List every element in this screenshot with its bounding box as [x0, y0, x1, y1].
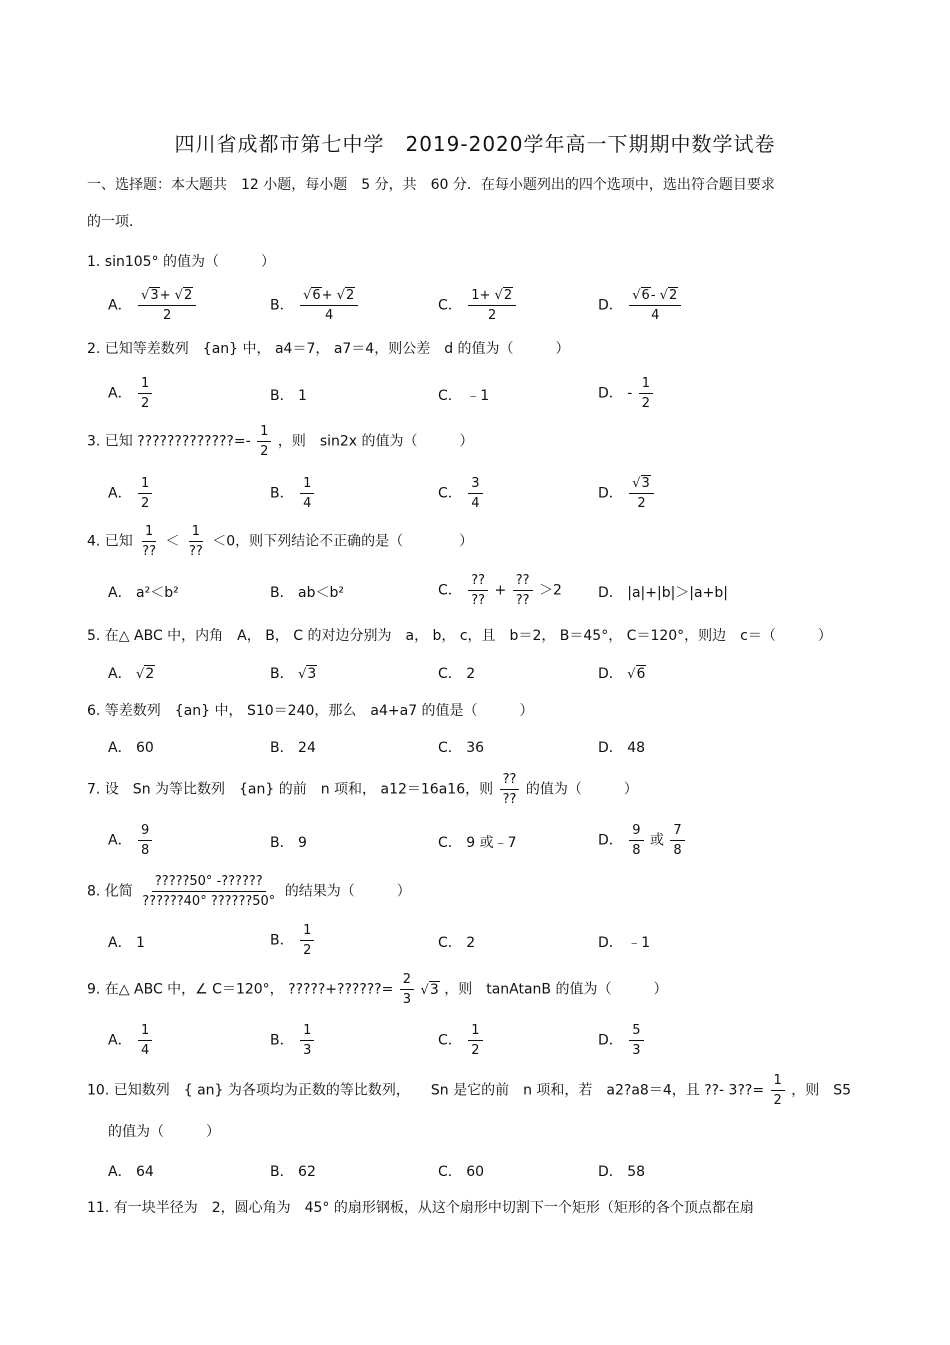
fraction: $\frac{√3}{2}$ [629, 476, 654, 511]
question-9-stem: 9. 在△ ABC 中，∠ C＝120°， ?????+??????= $\frac{2}{3}$ √3 ，则 tanAtanB 的值为（ ） [87, 972, 668, 1007]
fraction: $\frac{1}{2}$ [257, 424, 271, 459]
question-9-option-d: D． $\frac{5}{3}$ [598, 1023, 646, 1058]
fraction: $\frac{1}{??}$ [142, 524, 157, 559]
question-8-option-b: B． $\frac{1}{2}$ [270, 923, 316, 958]
question-6-option-c: C． 36 [438, 740, 485, 756]
question-9-option-b: B． $\frac{1}{3}$ [270, 1023, 316, 1058]
question-5-option-c: C． 2 [438, 666, 476, 682]
question-5-option-b: B． √3 [270, 666, 317, 682]
garbled-formula: ??- 3??= [704, 1082, 765, 1099]
fraction: $\frac{1}{2}$ [639, 376, 653, 411]
question-10-option-b: B． 62 [270, 1164, 316, 1180]
question-5-option-d: D． √6 [598, 666, 646, 682]
question-6-stem: 6. 等差数列 {an} 中， S10＝240，那么 a4+a7 的值是（ ） [87, 703, 534, 719]
question-1-option-d: D． $\frac{√6- √2}{4}$ [598, 288, 683, 323]
question-7-option-c: C． 9 或﹣7 [438, 835, 517, 851]
question-1-option-b: B． $\frac{√6+ √2}{4}$ [270, 288, 360, 323]
question-1-option-c: C． $\frac{1+ √2}{2}$ [438, 288, 518, 323]
fraction: $\frac{1}{2}$ [771, 1073, 785, 1108]
fraction: $\frac{1+ √2}{2}$ [468, 288, 516, 323]
garbled-formula: ?????+??????= [288, 981, 394, 998]
question-7-stem: 7. 设 Sn 为等比数列 {an} 的前 n 项和， a12＝16a16，则 $\frac{??}{??}$ 的值为（ ） [87, 772, 638, 807]
question-3-option-d: D． $\frac{√3}{2}$ [598, 476, 656, 511]
question-2-option-c: C． ﹣1 [438, 388, 490, 404]
fraction: $\frac{2}{3}$ [400, 972, 414, 1007]
fraction: $\frac{1}{2}$ [468, 1023, 482, 1058]
question-4-option-c: C． $\frac{??}{??}$ + $\frac{??}{??}$ ＞2 [438, 573, 562, 608]
question-2-option-b: B． 1 [270, 388, 307, 404]
question-2-option-a: A． $\frac{1}{2}$ [108, 376, 154, 411]
fraction: $\frac{??}{??}$ [513, 573, 533, 608]
garbled-formula: ?????????????=- [137, 433, 251, 450]
question-4-option-a: A． a²＜b² [108, 585, 179, 601]
question-3-option-a: A． $\frac{1}{2}$ [108, 476, 154, 511]
exam-title: 四川省成都市第七中学 2019-2020学年高一下期期中数学试卷 [174, 132, 776, 156]
fraction: $\frac{9}{8}$ [629, 823, 643, 858]
fraction: $\frac{3}{4}$ [468, 476, 482, 511]
question-10-stem: 10. 已知数列 { an} 为各项均为正数的等比数列， Sn 是它的前 n 项和，若 a2?a8＝4，且 ??- 3??= $\frac{1}{2}$ ，则 S5 [87, 1073, 852, 1108]
question-10-option-d: D． 58 [598, 1164, 646, 1180]
question-5-stem: 5. 在△ ABC 中，内角 A， B， C 的对边分别为 a， b， c，且 b＝2， B＝45°， C＝120°，则边 c＝（ ） [87, 628, 832, 644]
section-instructions-line1: 一、选择题：本大题共 12 小题，每小题 5 分，共 60 分．在每小题列出的四个选项中，选出符合题目要求 [87, 177, 775, 193]
question-4-stem: 4. 已知 $\frac{1}{??}$ ＜ $\frac{1}{??}$ ＜0，则下列结论不正确的是（ ） [87, 524, 474, 559]
fraction: $\frac{√6+ √2}{4}$ [300, 288, 358, 323]
fraction: $\frac{√6- √2}{4}$ [629, 288, 681, 323]
question-4-option-b: B． ab＜b² [270, 585, 345, 601]
question-10-stem-line2: 的值为（ ） [108, 1124, 220, 1140]
question-7-option-b: B． 9 [270, 835, 307, 851]
question-11-stem: 11. 有一块半径为 2，圆心角为 45° 的扇形钢板，从这个扇形中切割下一个矩形（矩形的各个顶点都在扇 [87, 1200, 754, 1216]
question-3-option-b: B． $\frac{1}{4}$ [270, 476, 316, 511]
fraction: $\frac{??}{??}$ [500, 772, 520, 807]
fraction: $\frac{9}{8}$ [138, 823, 152, 858]
question-6-option-b: B． 24 [270, 740, 316, 756]
fraction: $\frac{1}{2}$ [138, 376, 152, 411]
question-10-option-c: C． 60 [438, 1164, 485, 1180]
question-2-stem: 2. 已知等差数列 {an} 中， a4＝7， a7＝4，则公差 d 的值为（ ） [87, 341, 570, 357]
question-7-option-a: A． $\frac{9}{8}$ [108, 823, 154, 858]
section-instructions-line2: 的一项． [87, 214, 143, 230]
fraction: $\frac{1}{2}$ [138, 476, 152, 511]
fraction: $\frac{1}{2}$ [300, 923, 314, 958]
question-2-option-d: D． - $\frac{1}{2}$ [598, 376, 655, 411]
question-3-stem: 3. 已知 ?????????????=- $\frac{1}{2}$ ，则 sin2x 的值为（ ） [87, 424, 474, 459]
question-8-stem: 8. 化简 $\frac{?????50^\circ -??????}{??????40^\circ ??????50^\circ}$ 的结果为（ ） [87, 874, 411, 909]
question-9-option-a: A． $\frac{1}{4}$ [108, 1023, 154, 1058]
fraction: $\frac{1}{4}$ [138, 1023, 152, 1058]
fraction: $\frac{1}{??}$ [188, 524, 203, 559]
fraction: $\frac{?????50^\circ -??????}{??????40^\circ ??????50^\circ}$ [142, 874, 276, 909]
question-7-option-d: D． $\frac{9}{8}$ 或 $\frac{7}{8}$ [598, 823, 687, 858]
question-9-option-c: C． $\frac{1}{2}$ [438, 1023, 485, 1058]
fraction: $\frac{5}{3}$ [629, 1023, 643, 1058]
fraction: $\frac{√3+ √2}{2}$ [138, 288, 196, 323]
question-3-option-c: C． $\frac{3}{4}$ [438, 476, 485, 511]
question-1-stem: 1. sin105° 的值为（ ） [87, 254, 276, 270]
question-8-option-d: D． ﹣1 [598, 935, 651, 951]
question-8-option-c: C． 2 [438, 935, 476, 951]
question-6-option-d: D． 48 [598, 740, 646, 756]
question-8-option-a: A． 1 [108, 935, 145, 951]
question-5-option-a: A． √2 [108, 666, 155, 682]
fraction: $\frac{7}{8}$ [670, 823, 684, 858]
question-1-option-a: A． $\frac{√3+ √2}{2}$ [108, 288, 198, 323]
question-10-option-a: A． 64 [108, 1164, 154, 1180]
question-6-option-a: A． 60 [108, 740, 154, 756]
fraction: $\frac{1}{4}$ [300, 476, 314, 511]
question-4-option-d: D． |a|+|b|＞|a+b| [598, 585, 728, 601]
fraction: $\frac{??}{??}$ [468, 573, 488, 608]
fraction: $\frac{1}{3}$ [300, 1023, 314, 1058]
